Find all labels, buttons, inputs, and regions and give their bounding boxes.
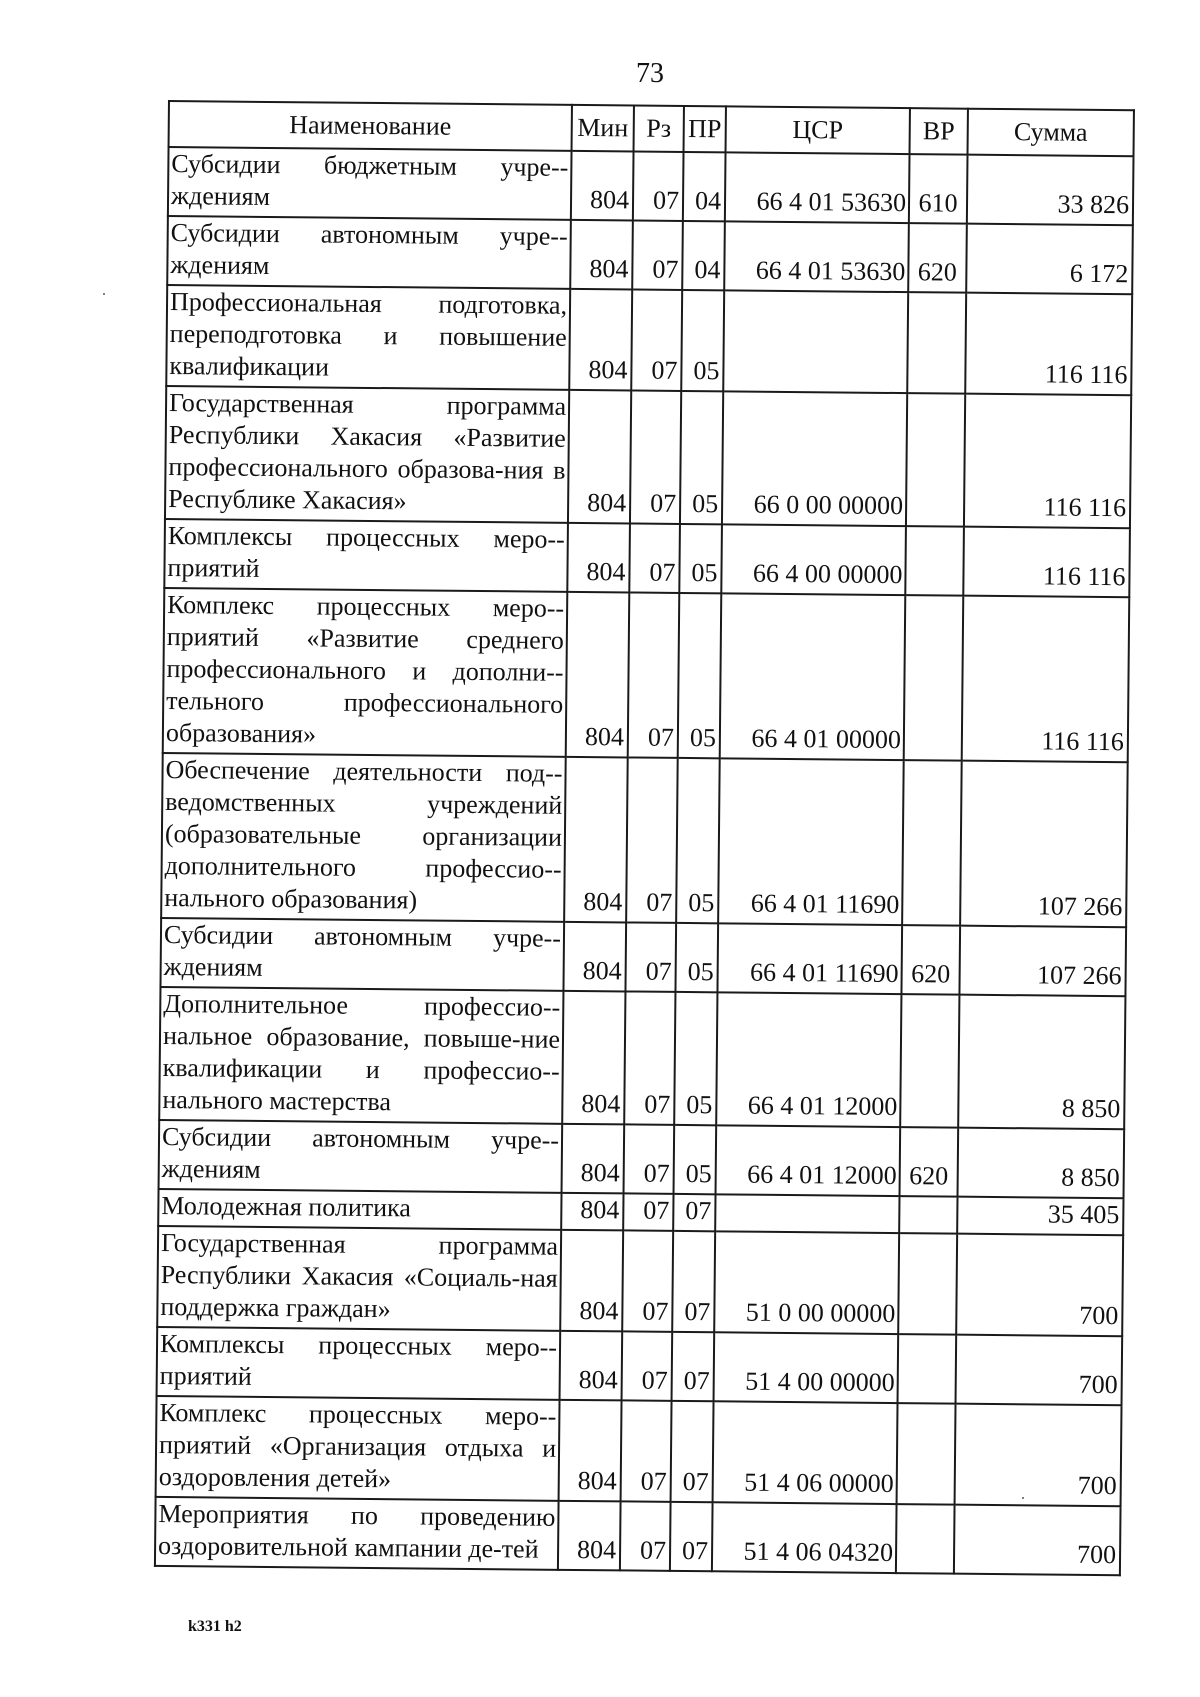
cell-rz: 07 [632,220,683,289]
cell-min: 804 [558,1501,621,1571]
cell-sum: 33 826 [967,155,1134,226]
cell-csr: 66 4 00 00000 [721,524,906,595]
cell-name: Комплекс процессных меро-приятий «Развитие среднего профессионального и дополни-тельного профессионального образования» [163,588,568,757]
cell-name: Комплекс процессных меро-приятий «Организация отдыха и оздоровления детей» [156,1396,560,1501]
cell-sum: 700 [956,1335,1123,1406]
cell-sum: 35 405 [957,1197,1123,1236]
table-row [164,519,1130,597]
budget-table [154,100,1135,1576]
cell-vr: 620 [908,223,967,293]
cell-name: Государственная программа Республики Хакасия «Развитие профессионального образова-ния в Республике Хакасия» [165,386,569,523]
cell-sum: 8 850 [958,1128,1125,1199]
cell-name: Мероприятия по проведению оздоровительной кампании де-тей [155,1497,559,1570]
cell-pr: 05 [678,593,722,758]
table-row [161,753,1128,927]
cell-csr: 66 0 00 00000 [722,391,907,526]
cell-csr [723,290,908,393]
cell-rz: 07 [623,1193,673,1230]
cell-rz: 07 [628,592,680,757]
cell-sum: 700 [956,1234,1123,1337]
cell-rz: 07 [629,523,680,592]
table-row [166,285,1132,395]
cell-name: Дополнительное профессио-нальное образование, повыше-ние квалификации и профессио-нального мастерства [159,987,563,1124]
cell-vr [898,1233,957,1335]
cell-rz: 07 [621,1400,672,1501]
cell-csr: 66 4 01 53630 [725,152,910,223]
cell-name: Обеспечение деятельности под-ведомственных учреждений (образовательные организации дополнительного профессио-нального образования) [161,753,566,922]
cell-min: 804 [566,592,630,758]
cell-csr: 51 0 00 00000 [714,1231,899,1334]
cell-min: 804 [571,151,634,221]
footer-code: k331 h2 [188,1618,242,1635]
cell-vr: 620 [900,1127,959,1197]
header-csr: ЦСР [726,106,910,154]
cell-vr [898,1334,957,1404]
cell-sum: 107 266 [960,761,1128,928]
table-row [155,1497,1121,1575]
cell-name: Профессиональная подготовка, переподготовка и повышение квалификации [166,285,570,390]
cell-pr: 05 [674,992,717,1125]
cell-min: 804 [562,1124,625,1194]
cell-csr: 51 4 06 04320 [712,1502,897,1573]
cell-vr [902,760,962,926]
cell-sum: 6 172 [966,224,1133,295]
table-row [159,1120,1125,1198]
cell-name: Субсидии автономным учре-ждениям [167,216,571,289]
cell-pr: 05 [679,524,722,593]
table-row [168,147,1134,225]
cell-pr: 05 [675,923,718,992]
cell-csr: 66 4 01 11690 [718,758,904,925]
header-sum: Сумма [968,109,1134,157]
header-vr: ВР [910,108,968,155]
header-rz: Рз [634,105,684,151]
cell-pr: 07 [672,1332,715,1401]
cell-pr: 05 [680,391,723,524]
cell-csr: 51 4 00 00000 [714,1332,899,1403]
cell-vr: 610 [909,154,968,224]
cell-vr: 620 [901,925,960,995]
cell-vr [906,393,965,527]
cell-pr: 05 [674,1125,717,1194]
cell-pr: 07 [673,1194,715,1231]
cell-min: 804 [559,1400,622,1502]
cell-vr [899,1196,957,1234]
table-body [155,147,1134,1575]
scan-dot [1022,1497,1024,1499]
table-row [160,918,1126,996]
cell-pr: 07 [671,1401,714,1502]
cell-min: 804 [570,220,633,290]
cell-vr [904,595,964,761]
cell-vr [900,994,959,1128]
header-name: Наименование [169,101,572,151]
cell-min: 804 [562,991,625,1125]
cell-min: 804 [560,1230,623,1332]
cell-rz: 07 [625,922,676,991]
cell-min: 804 [568,390,631,524]
header-pr: ПР [684,106,726,152]
cell-vr [897,1403,956,1505]
cell-min: 804 [569,289,632,391]
cell-rz: 07 [631,289,682,390]
cell-rz: 07 [626,757,678,922]
cell-rz: 07 [630,390,681,523]
cell-name: Субсидии бюджетным учре-ждениям [168,147,572,220]
table-row [165,386,1131,528]
page-number: 73 [636,58,664,89]
cell-sum: 700 [955,1404,1122,1507]
cell-csr: 66 4 01 12000 [716,992,901,1127]
cell-pr: 05 [681,290,724,391]
cell-vr [907,292,966,394]
cell-rz: 07 [622,1230,673,1331]
cell-rz: 07 [622,1331,673,1400]
table-row [157,1327,1123,1405]
cell-name: Молодежная политика [158,1189,561,1230]
cell-min: 804 [567,523,630,593]
cell-name: Комплексы процессных меро-приятий [164,519,568,592]
cell-sum: 116 116 [962,596,1130,763]
cell-min: 804 [564,757,628,923]
cell-name: Комплексы процессных меро-приятий [157,1327,561,1400]
cell-min: 804 [561,1193,623,1231]
cell-csr: 51 4 06 00000 [713,1401,898,1504]
header-min: Мин [572,105,634,152]
cell-rz: 07 [624,991,675,1124]
cell-vr [896,1504,955,1574]
cell-sum: 8 850 [958,995,1125,1130]
table-row [167,216,1133,294]
cell-sum: 700 [954,1505,1121,1576]
cell-sum: 116 116 [965,293,1132,396]
cell-pr: 04 [682,221,725,290]
cell-name: Субсидии автономным учре-ждениям [159,1120,563,1193]
scan-dot [103,293,105,295]
cell-min: 804 [560,1331,623,1401]
table-row [163,588,1130,762]
cell-sum: 107 266 [959,926,1126,997]
cell-pr: 07 [670,1502,713,1571]
cell-name: Государственная программа Республики Хакасия «Социаль-ная поддержка граждан» [157,1226,561,1331]
cell-pr: 07 [672,1231,715,1332]
cell-csr: 66 4 01 00000 [720,593,906,760]
cell-rz: 07 [620,1501,671,1570]
cell-rz: 07 [633,151,684,220]
table-row [157,1226,1123,1336]
cell-min: 804 [563,922,626,992]
cell-csr: 66 4 01 12000 [716,1125,901,1196]
cell-sum: 116 116 [963,527,1130,598]
cell-pr: 04 [683,152,726,221]
cell-rz: 07 [624,1124,675,1193]
cell-csr [715,1194,899,1233]
cell-pr: 05 [676,758,720,923]
cell-csr: 66 4 01 11690 [717,923,902,994]
cell-vr [905,526,964,596]
cell-sum: 116 116 [964,394,1131,529]
cell-csr: 66 4 01 53630 [724,221,909,292]
table-row [156,1396,1122,1506]
table-row [159,987,1125,1129]
cell-name: Субсидии автономным учре-ждениям [160,918,564,991]
